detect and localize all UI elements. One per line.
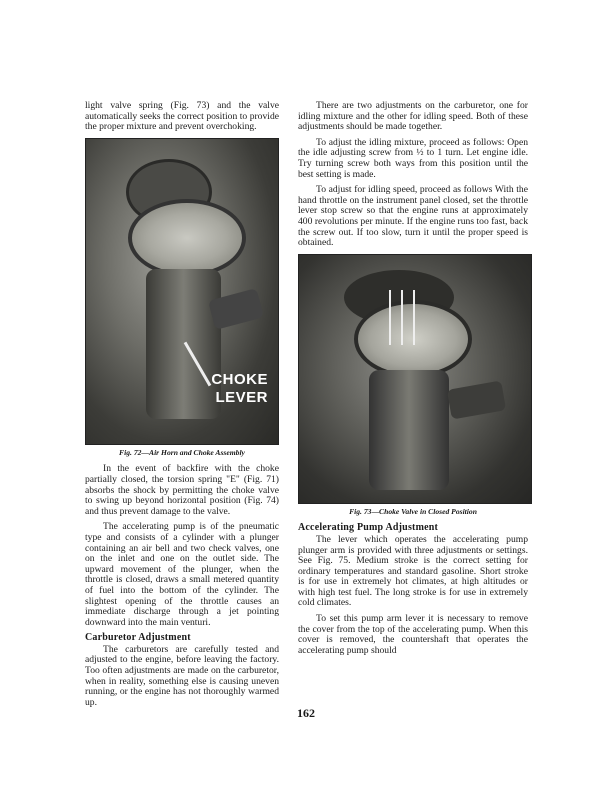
paragraph: The lever which operates the accelerating pump plunger arm is provided with three adjustments or settings. See Fig. 75. Medium stroke is the correct setting for ordinary temperatures and standard gasoline. Short stroke is for use in extremely hot climates, at high altitudes or with high test fuel. The long stroke is for use in extremely cold climates. (298, 533, 528, 609)
paragraph: The carburetors are carefully tested and adjusted to the engine, before leaving the factory. Too often adjustments are made on the carburetor, when in reality, something else is causing uneven running, or the engine has not thoroughly warmed up. (85, 643, 279, 708)
paragraph: The accelerating pump is of the pneumatic type and consists of a cylinder with a plunger containing an air bell and two check valves, one on the inlet and one on the outlet side. The upward movement of the plunger, when the throttle is closed, draws a small metered quantity of fuel into the bottom of the cylinder. The slightest opening of the throttle causes an immediate discharge through a jet pointing downward into the main venturi. (85, 521, 279, 628)
right-column (298, 101, 528, 661)
figure-72-photo (85, 138, 279, 445)
choke-lever-label (211, 371, 268, 407)
label-line-1: CHOKE (211, 370, 268, 388)
section-heading: Accelerating Pump Adjustment (298, 522, 439, 534)
page-number: 162 (297, 706, 315, 720)
paragraph: To adjust the idling mixture, proceed as follows: Open the idle adjusting screw from ½ to 1 turn. Let engine idle. Try turning screw both ways from this position until the best setting is made. (298, 136, 528, 180)
section-heading: Carburetor Adjustment (85, 632, 191, 644)
left-column (85, 101, 279, 713)
label-line-2: LEVER (215, 388, 268, 406)
figure-73-caption: Fig. 73—Choke Valve in Closed Position (349, 506, 477, 516)
figure-72-caption: Fig. 72—Air Horn and Choke Assembly (119, 447, 245, 457)
paragraph: To adjust for idling speed, proceed as follows With the hand throttle on the instrument panel closed, set the throttle lever stop screw so that the engine runs at approximately 400 revolutions per minute. If the engine runs too fast, back the screw out. If too slow, turn it until the proper speed is obtained. (298, 184, 528, 249)
intro-paragraph: light valve spring (Fig. 73) and the valve automatically seeks the correct position to provide the proper mixture and prevent overchoking. (85, 100, 279, 133)
paragraph: In the event of backfire with the choke partially closed, the torsion spring "E" (Fig. 71) absorbs the shock by permitting the choke valve to swing up beyond horizontal position (Fig. 74) and thus prevent damage to the valve. (85, 463, 279, 517)
figure-73-photo (298, 254, 532, 504)
paragraph: To set this pump arm lever it is necessary to remove the cover from the top of the accelerating pump. When this cover is removed, the countershaft that operates the accelerating pump should (298, 613, 528, 656)
paragraph: There are two adjustments on the carburetor, one for idling mixture and the other for idling speed. Both of these adjustments should be made together. (298, 100, 528, 133)
